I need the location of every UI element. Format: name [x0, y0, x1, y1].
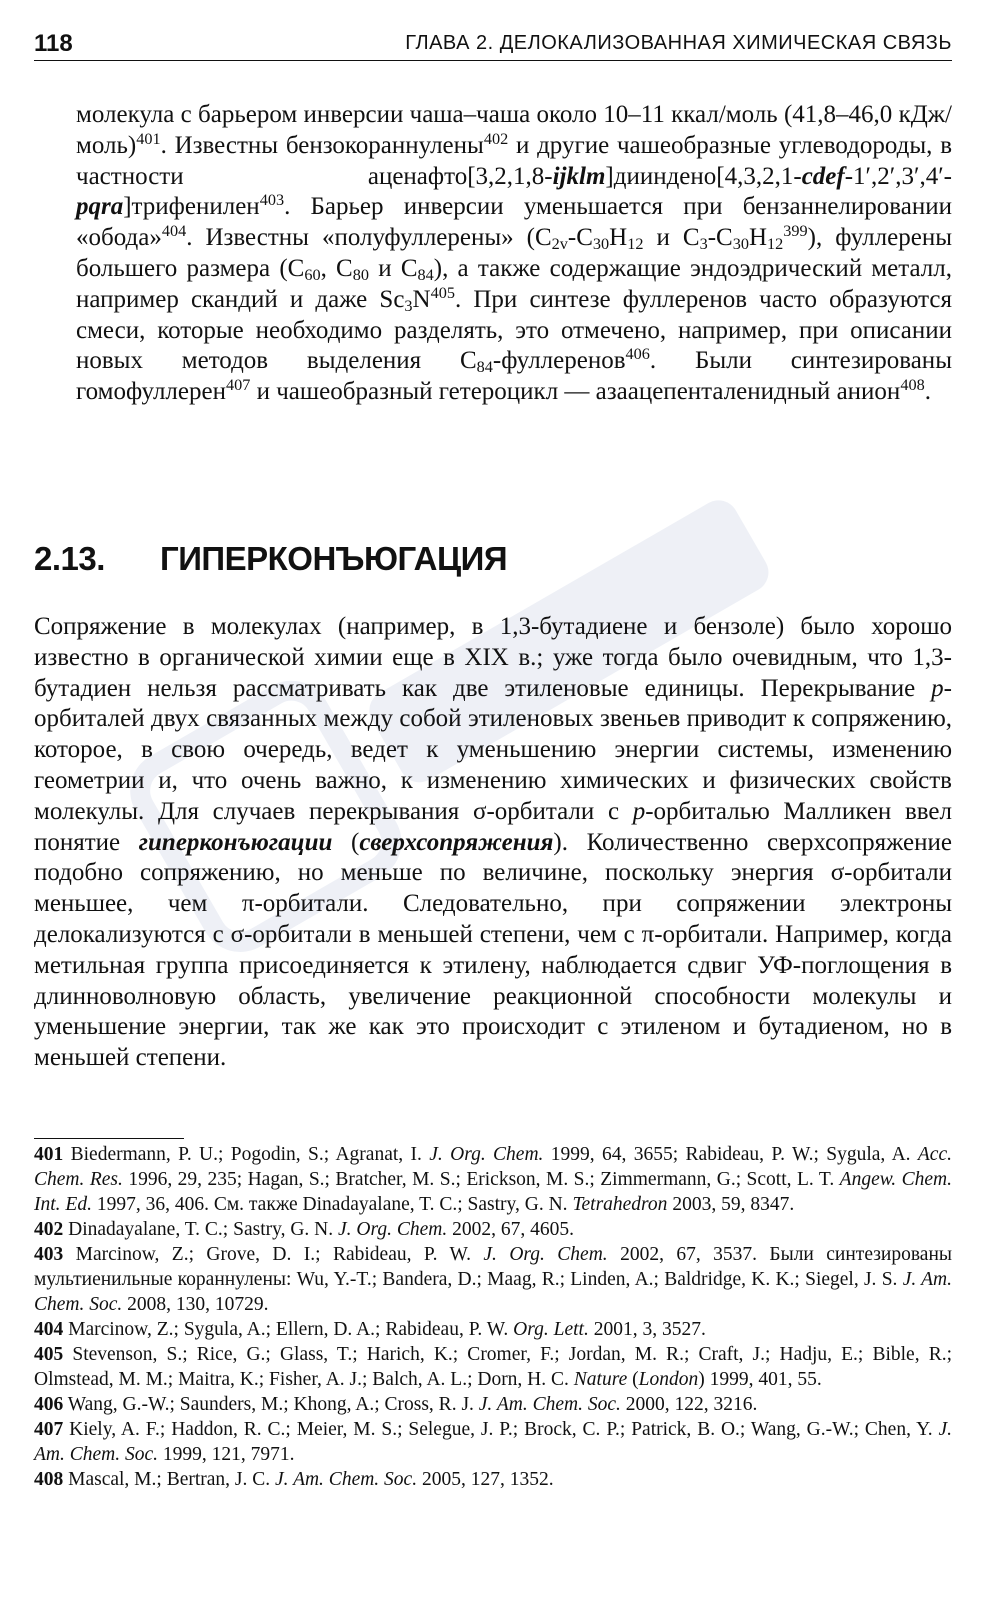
footnote-ref-403[interactable]: 403 — [259, 191, 285, 210]
footnote-406: 406 Wang, G.-W.; Saunders, M.; Khong, A.; Cross, R. J. J. Am. Chem. Soc. 2000, 122, 3216. — [34, 1394, 758, 1415]
footnote-402: 402 Dinadayalane, T. C.; Sastry, G. N. J. Org. Chem. 2002, 67, 4605. — [34, 1219, 574, 1240]
running-title: ГЛАВА 2. ДЕЛОКАЛИЗОВАННАЯ ХИМИЧЕСКАЯ СВЯЗЬ — [405, 32, 952, 54]
footnote-ref-404[interactable]: 404 — [161, 222, 187, 241]
section-title: ГИПЕРКОНЪЮГАЦИЯ — [160, 540, 508, 577]
footnote-ref-401[interactable]: 401 — [136, 129, 161, 148]
term-superconjugation: сверхсопряжения — [359, 828, 554, 856]
footnote-ref-407[interactable]: 407 — [225, 376, 251, 395]
footnote-ref-406[interactable]: 406 — [625, 345, 650, 364]
footnote-rule — [34, 1138, 184, 1139]
footnote-408: 408 Mascal, M.; Bertran, J. C. J. Am. Chem. Soc. 2005, 127, 1352. — [34, 1469, 554, 1490]
footnote-403: 403 Marcinow, Z.; Grove, D. I.; Rabideau, P. W. J. Org. Chem. 2002, 67, 3537. Были синтезированы мультиенильные кораннулены: Wu, Y.-T.; Bandera, D.; Maag, R.; Linden, A.; Baldridge, K. K.; Siegel, J. S. J. Am. Chem. Soc. 2008, 130, 10729. — [34, 1244, 952, 1315]
section-number: 2.13. — [34, 540, 105, 577]
header-rule — [34, 60, 952, 61]
paragraph-hyperconjugation: Сопряжение в молекулах (например, в 1,3-бутадиене и бензоле) было хорошо известно в органической химии еще в XIX в.; уже тогда было очевидным, что 1,3-бутадиен нельзя рассматривать как две этиленовые единицы. Перекрывание p-орбиталей двух связанных между собой этиленовых звеньев приводит к сопряжению, которое, в свою очередь, ведет к уменьшению энергии системы, изменению геометрии и, что очень важно, к изменению химических и физических свойств молекулы. Для случаев перекрывания σ-орбитали с p-орбиталью Малликен ввел понятие гиперконъюгации (сверхсопряжения). Количественно сверхсопряжение подобно сопряжению, но меньше по величине, поскольку энергия σ-орбитали меньшее, чем π-орбитали. Следовательно, при сопряжении электроны делокализуются с σ-орбитали в меньшей степени, чем с π-орбитали. Например, когда метильная группа присоединяется к этилену, наблюдается сдвиг УФ-поглощения в длинноволновую область, увеличение реакционной способности молекулы и уменьшение энергии, так же как это происходит с этиленом и бутадиеном, но в меньшей степени. — [34, 613, 953, 1072]
footnote-ref-402[interactable]: 402 — [483, 129, 509, 148]
paragraph-fullerenes: молекула с барьером инверсии чаша–чаша около 10–11 ккал/моль (41,8–46,0 кДж/моль)$^{401}$. Известны бензокораннулены$^{402}$ и другие чашеобразные углеводороды, в частности аценафто[3,2,1,8-ijklm]дииндено[4,3,2,1-cdef-1′,2′,3′,4′-pqra]трифенилен$^{403}$. Барьер инверсии уменьшается при бензаннелировании «обода»$^{404}$. Известны «полуфуллерены» ($C_{2v}-C_{30}H_{12}$ и $C_3-C_{30}H_{12}^{399}$), фуллерены большего размера ($C_{60}$, $C_{80}$ и $C_{84}$), а также содержащие эндоэдрический металл, например скандий и даже $Sc_3N^{405}$. При синтезе фуллеренов часто образуются смеси, которые необходимо разделять, это отмечено, например, при описании новых методов выделения $C_{84}-фуллеренов^{406}$. Были синтезированы гомофуллерен$^{407}$ и чашеобразный гетероцикл — азаацепенталенидный анион$^{408}$. — [76, 101, 953, 406]
footnote-404: 404 Marcinow, Z.; Sygula, A.; Ellern, D. A.; Rabideau, P. W. Org. Lett. 2001, 3, 3527. — [34, 1319, 706, 1340]
section-heading — [34, 540, 507, 578]
footnote-407: 407 Kiely, A. F.; Haddon, R. C.; Meier, M. S.; Selegue, J. P.; Brock, C. P.; Patrick, B. O.; Wang, G.-W.; Chen, Y. J. Am. Chem. Soc. 1999, 121, 7971. — [34, 1419, 952, 1465]
footnote-ref-408[interactable]: 408 — [900, 376, 925, 395]
footnote-401: 401 Biedermann, P. U.; Pogodin, S.; Agranat, I. J. Org. Chem. 1999, 64, 3655; Rabideau, P. W.; Sygula, A. Acc. Chem. Res. 1996, 29, 235; Hagan, S.; Bratcher, M. S.; Erickson, M. S.; Zimmermann, G.; Scott, L. T. Angew. Chem. Int. Ed. 1997, 36, 406. См. также Dinadayalane, T. C.; Sastry, G. N. Tetrahedron 2003, 59, 8347. — [34, 1144, 952, 1215]
page-header — [34, 26, 952, 62]
term-hyperconjugation: гиперконъюгации — [138, 828, 333, 856]
footnote-ref-405[interactable]: 405 — [430, 283, 455, 302]
footnotes — [34, 1142, 952, 1492]
footnote-ref-399[interactable]: 399 — [783, 222, 808, 241]
footnote-405: 405 Stevenson, S.; Rice, G.; Glass, T.; Harich, K.; Cromer, F.; Jordan, M. R.; Craft, J.; Hadju, E.; Bible, R.; Olmstead, M. M.; Maitra, K.; Fisher, A. J.; Balch, A. L.; Dorn, H. C. Nature (London) 1999, 401, 55. — [34, 1344, 952, 1390]
page-number: 118 — [34, 30, 73, 57]
